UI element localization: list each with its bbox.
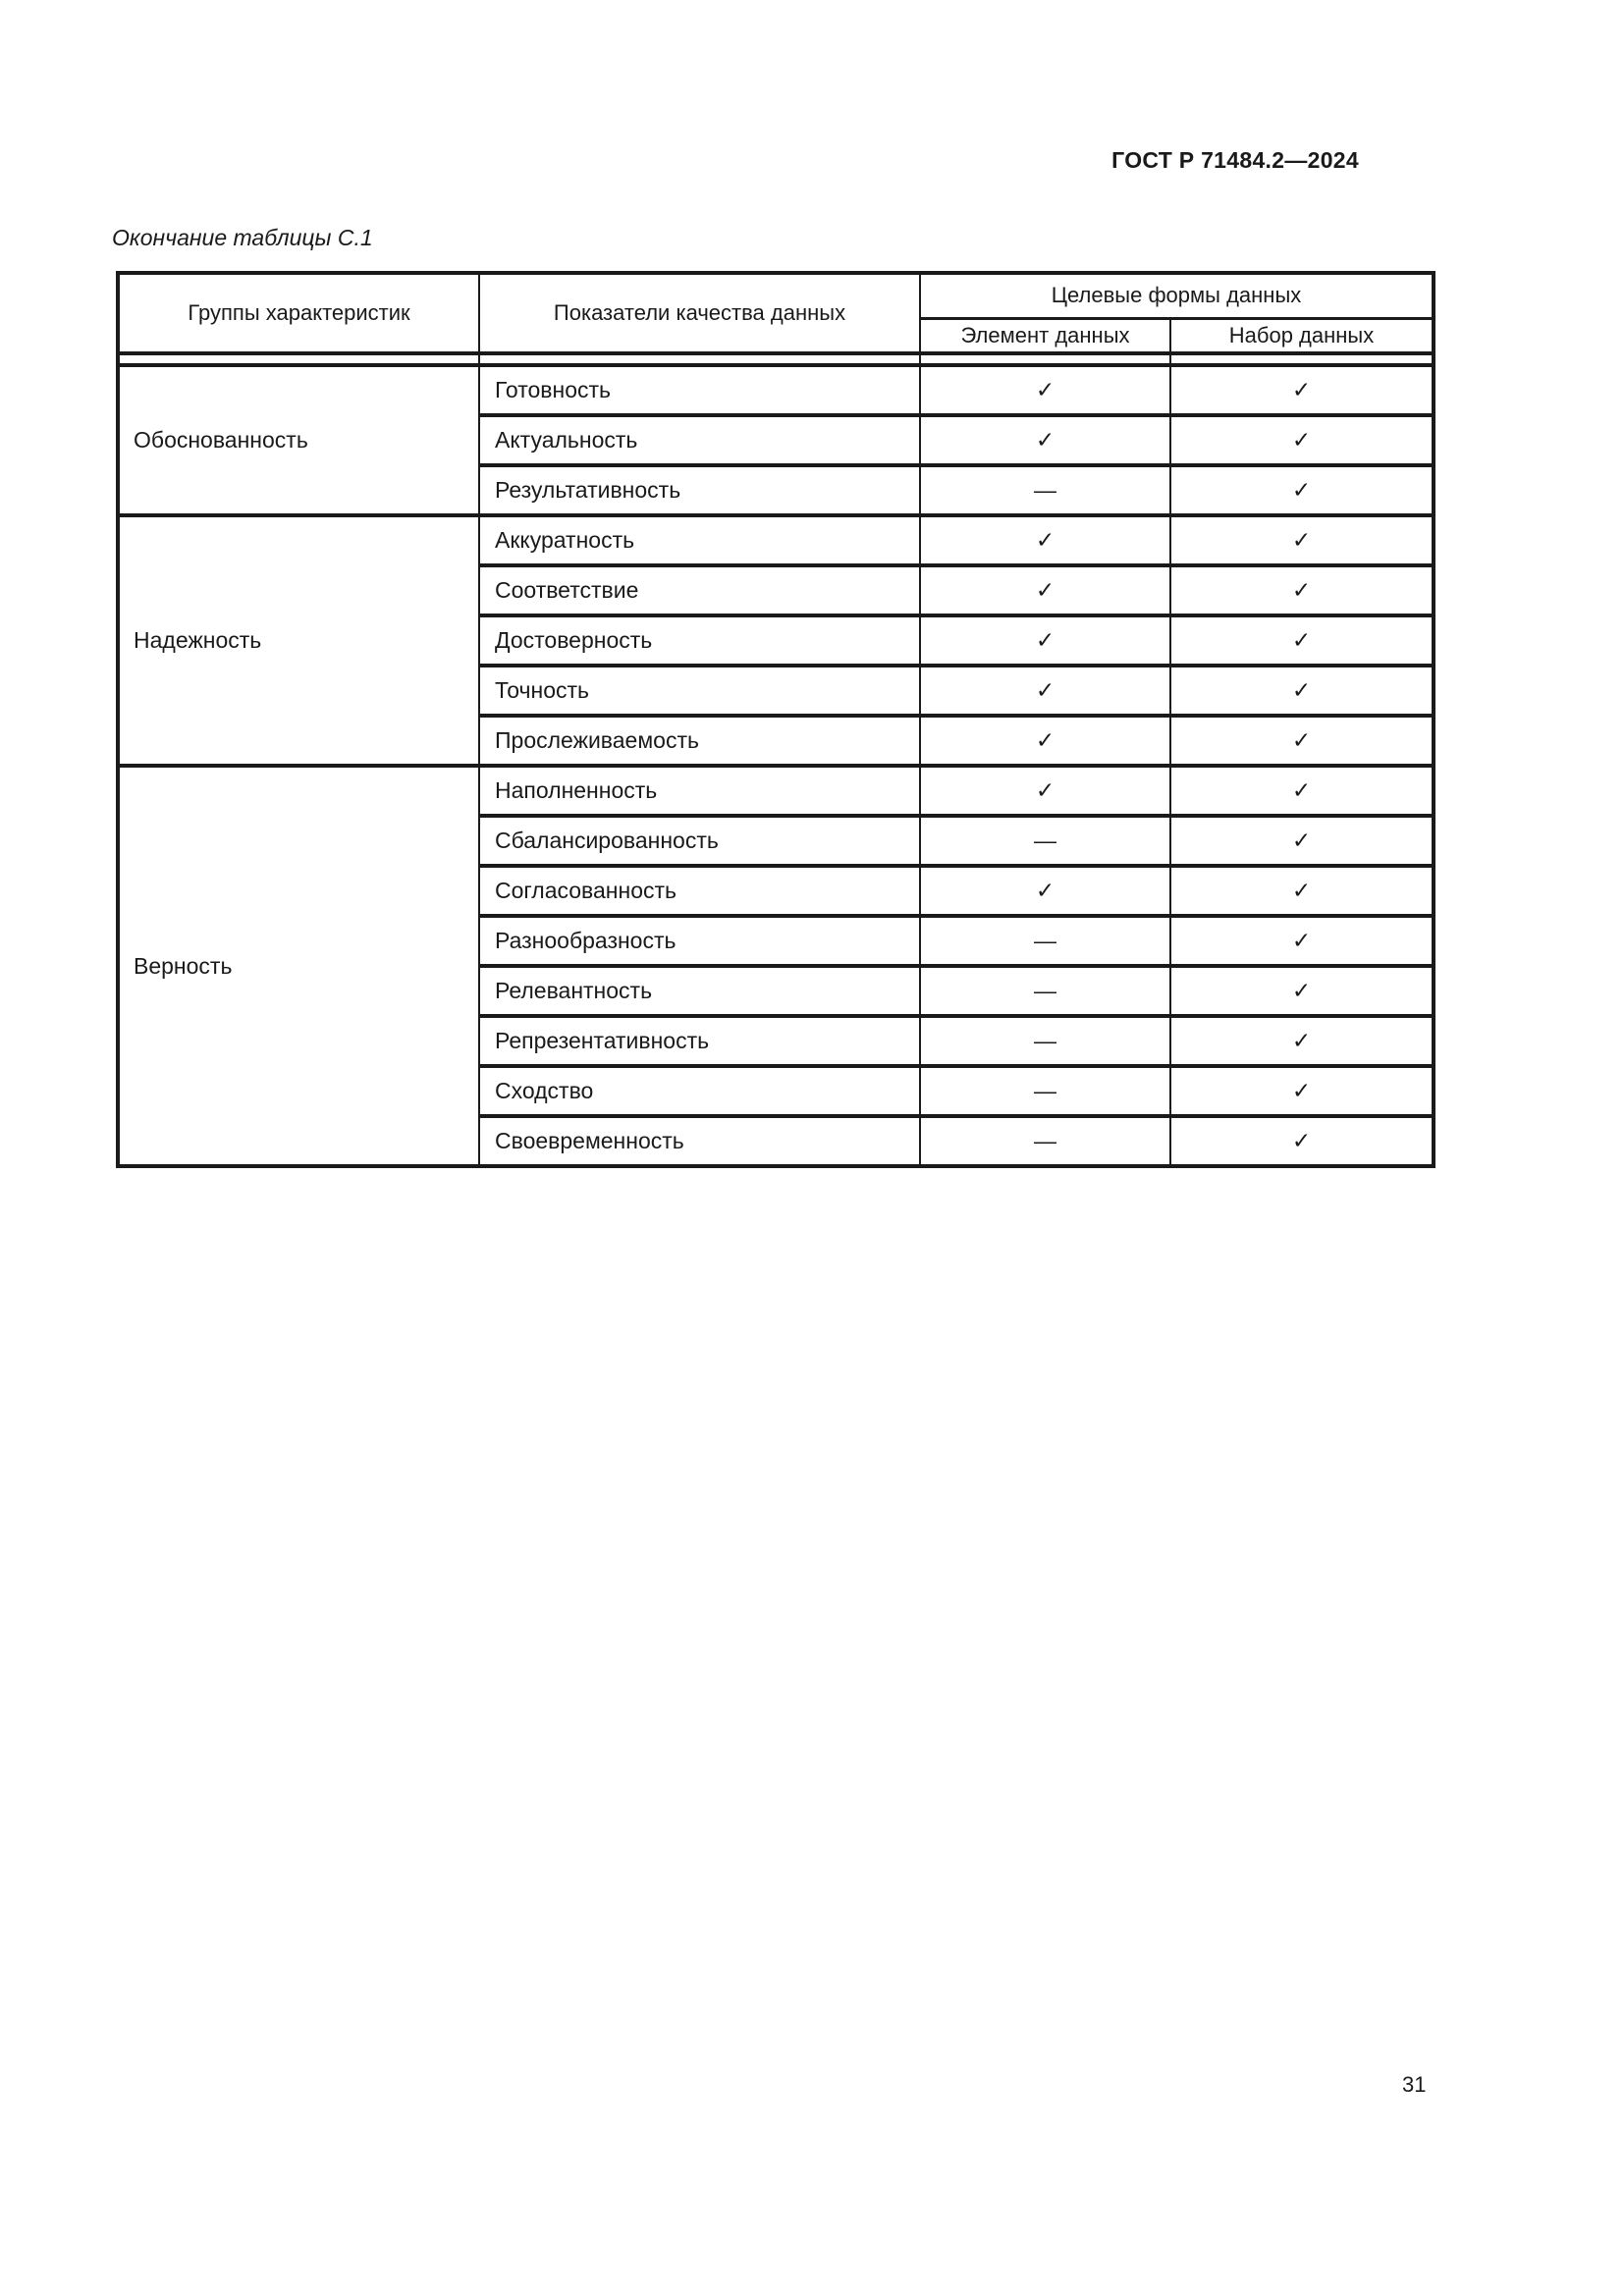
indicator-cell: Сбалансированность (479, 816, 920, 866)
indicator-cell: Наполненность (479, 766, 920, 816)
check-mark: ✓ (1170, 866, 1434, 916)
dash-mark: — (920, 916, 1170, 966)
indicator-cell: Своевременность (479, 1116, 920, 1166)
data-quality-table (116, 271, 1435, 1168)
check-mark: ✓ (1170, 615, 1434, 666)
header-target-forms: Целевые формы данных (920, 273, 1434, 318)
check-mark: ✓ (1170, 365, 1434, 415)
check-mark: ✓ (1170, 816, 1434, 866)
table-caption: Окончание таблицы С.1 (112, 225, 373, 250)
dash-mark: — (920, 816, 1170, 866)
header-row-top (118, 273, 1434, 318)
indicator-cell: Разнообразность (479, 916, 920, 966)
indicator-cell: Соответствие (479, 565, 920, 615)
check-mark: ✓ (1170, 1016, 1434, 1066)
check-mark: ✓ (920, 615, 1170, 666)
indicator-cell: Прослеживаемость (479, 716, 920, 766)
check-mark: ✓ (1170, 716, 1434, 766)
indicator-cell: Результативность (479, 465, 920, 515)
check-mark: ✓ (920, 666, 1170, 716)
gap-cell (118, 353, 479, 365)
group-name-cell: Обоснованность (118, 365, 479, 515)
table-row (118, 766, 1434, 816)
doc-reference: ГОСТ Р 71484.2—2024 (1111, 147, 1359, 173)
check-mark: ✓ (1170, 916, 1434, 966)
header-element: Элемент данных (920, 318, 1170, 353)
header-groups: Группы характеристик (118, 273, 479, 353)
check-mark: ✓ (920, 716, 1170, 766)
check-mark: ✓ (1170, 565, 1434, 615)
indicator-cell: Согласованность (479, 866, 920, 916)
page-number: 31 (1402, 2072, 1427, 2097)
dash-mark: — (920, 966, 1170, 1016)
check-mark: ✓ (1170, 1066, 1434, 1116)
group-name-cell: Надежность (118, 515, 479, 766)
header-dataset: Набор данных (1170, 318, 1434, 353)
check-mark: ✓ (1170, 465, 1434, 515)
indicator-cell: Сходство (479, 1066, 920, 1116)
indicator-cell: Точность (479, 666, 920, 716)
check-mark: ✓ (920, 766, 1170, 816)
check-mark: ✓ (920, 415, 1170, 465)
indicator-cell: Актуальность (479, 415, 920, 465)
dash-mark: — (920, 465, 1170, 515)
dash-mark: — (920, 1066, 1170, 1116)
check-mark: ✓ (1170, 515, 1434, 565)
indicator-cell: Релевантность (479, 966, 920, 1016)
indicator-cell: Репрезентативность (479, 1016, 920, 1066)
indicator-cell: Достоверность (479, 615, 920, 666)
check-mark: ✓ (1170, 415, 1434, 465)
check-mark: ✓ (1170, 966, 1434, 1016)
group-name-cell: Верность (118, 766, 479, 1166)
table-header (118, 273, 1434, 353)
indicator-cell: Готовность (479, 365, 920, 415)
check-mark: ✓ (1170, 766, 1434, 816)
check-mark: ✓ (920, 365, 1170, 415)
check-mark: ✓ (1170, 1116, 1434, 1166)
check-mark: ✓ (920, 515, 1170, 565)
dash-mark: — (920, 1116, 1170, 1166)
indicator-cell: Аккуратность (479, 515, 920, 565)
dash-mark: — (920, 1016, 1170, 1066)
gap-cell (479, 353, 920, 365)
check-mark: ✓ (920, 565, 1170, 615)
check-mark: ✓ (920, 866, 1170, 916)
header-indicators: Показатели качества данных (479, 273, 920, 353)
table-row (118, 515, 1434, 565)
header-double-rule-gap (118, 353, 1434, 365)
check-mark: ✓ (1170, 666, 1434, 716)
gap-cell (1170, 353, 1434, 365)
table-body (118, 353, 1434, 1166)
table-row (118, 365, 1434, 415)
gap-cell (920, 353, 1170, 365)
